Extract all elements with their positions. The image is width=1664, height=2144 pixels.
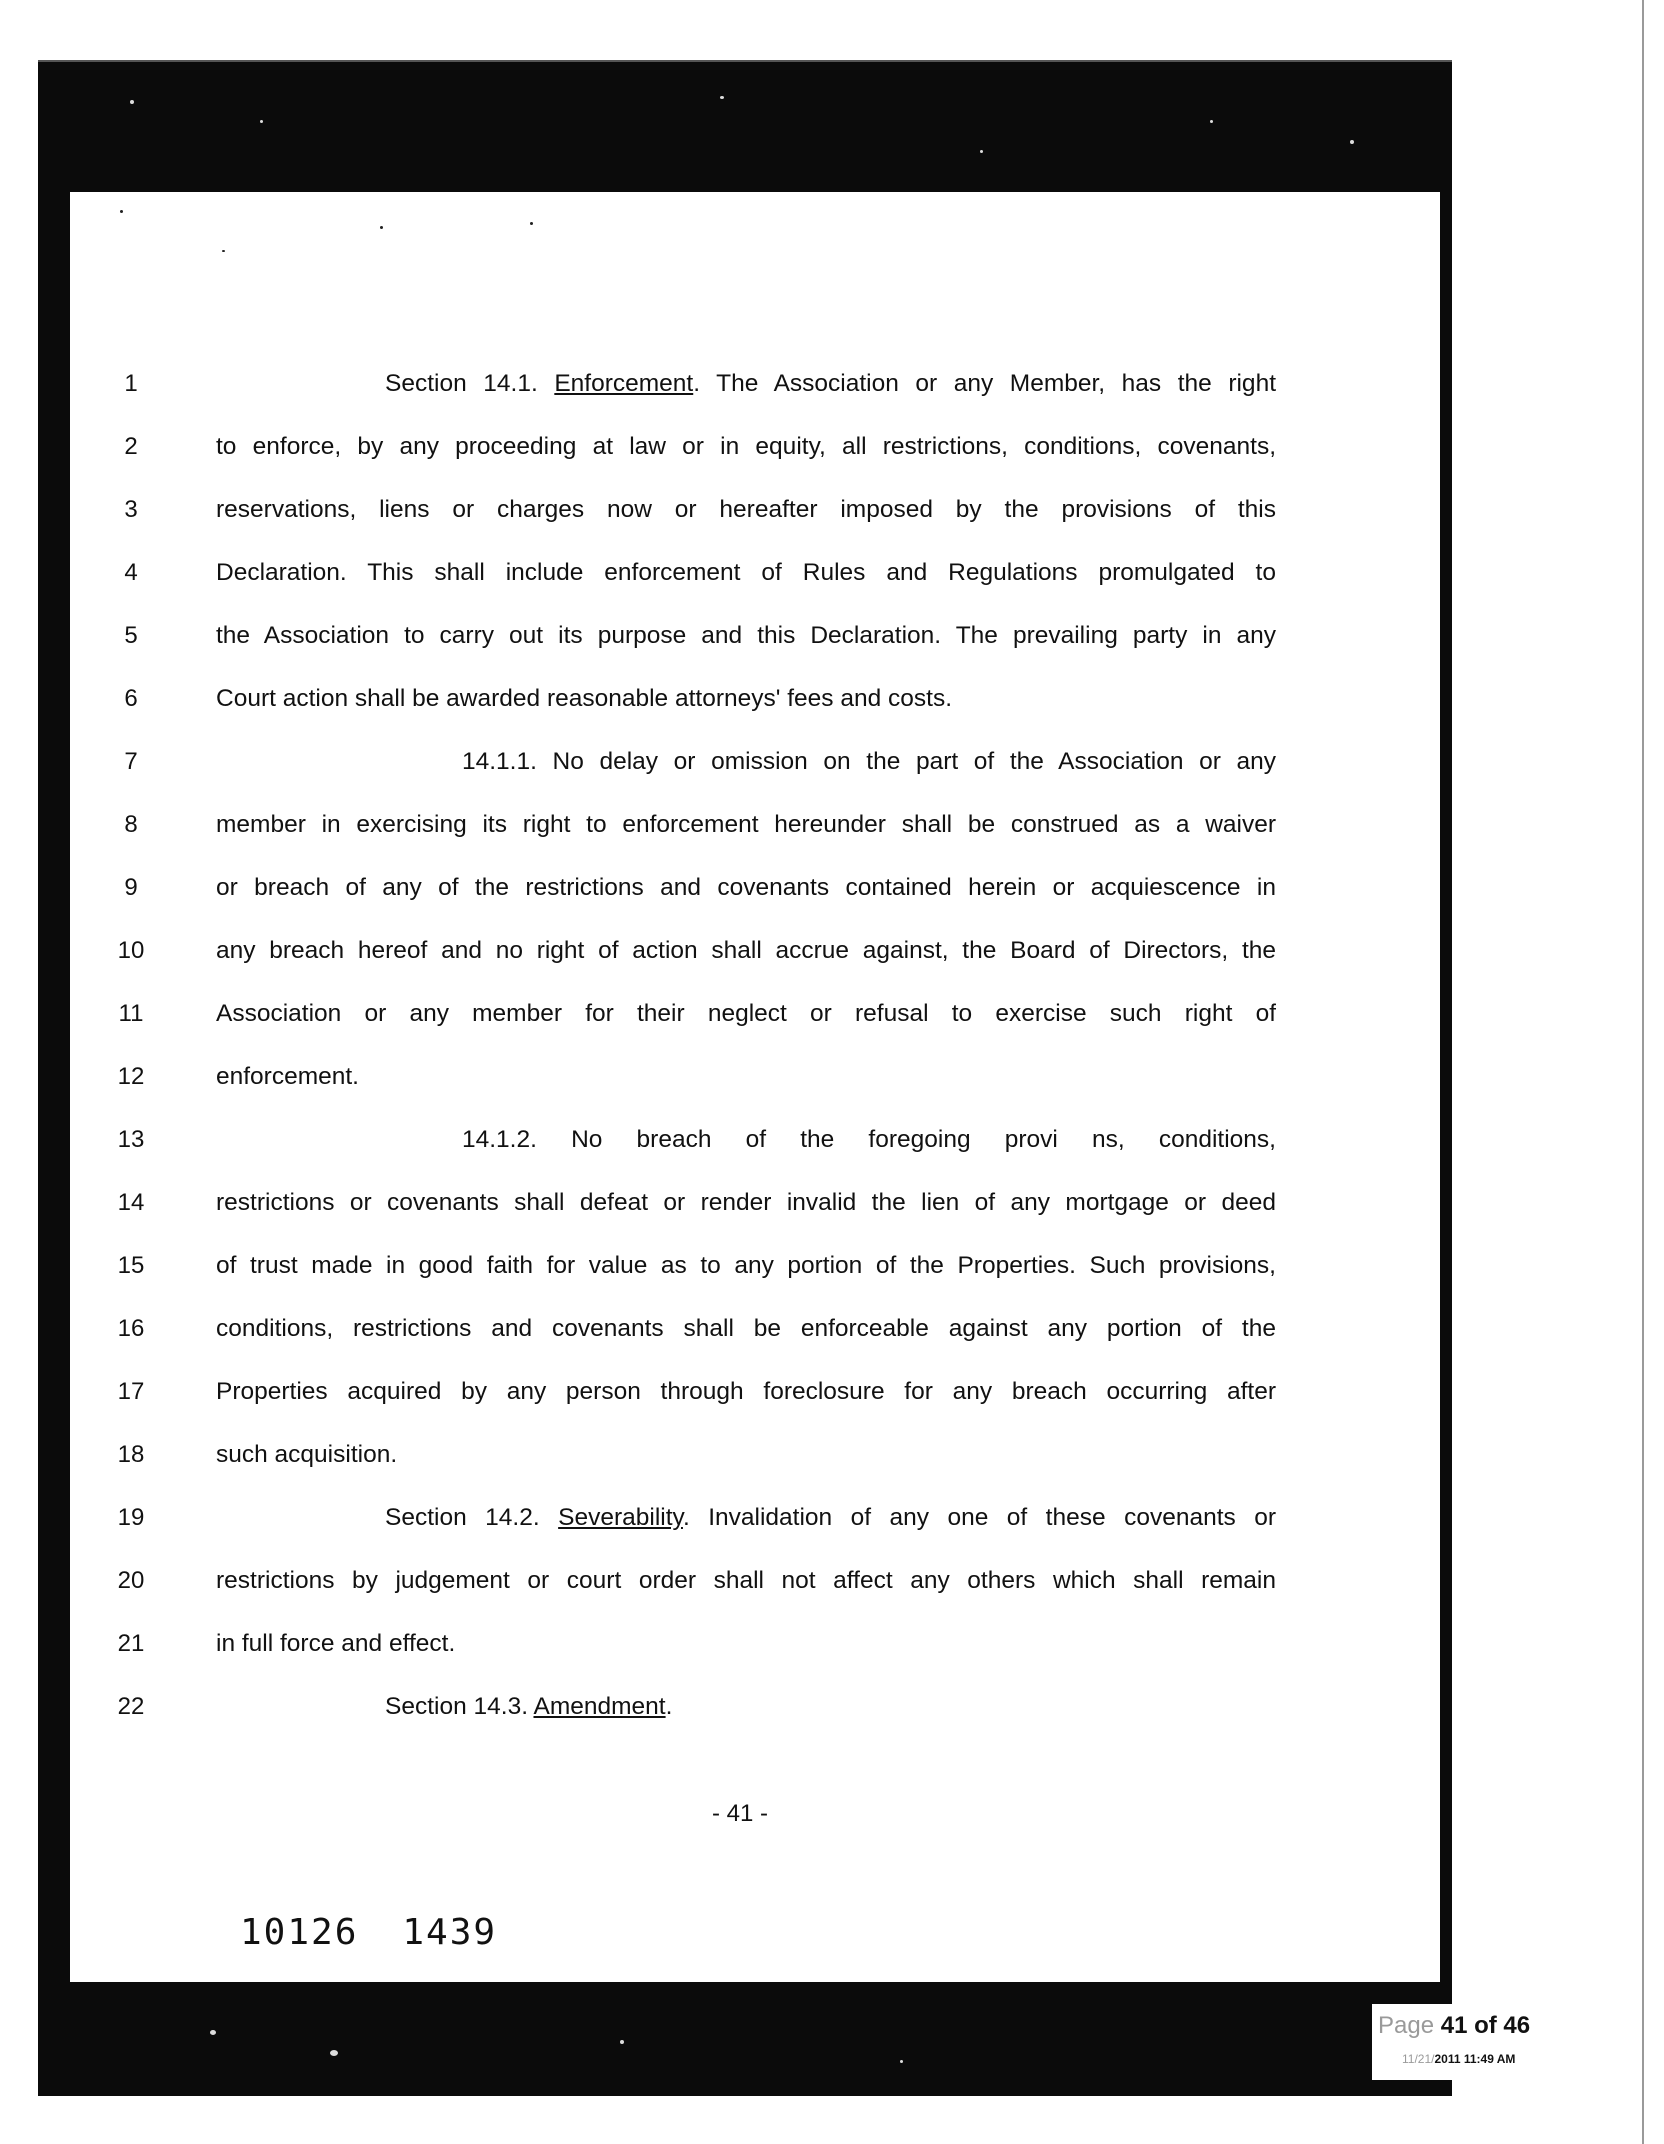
- line-text: the Association to carry out its purpose and this Declaration. The prevailing party in any: [216, 622, 1276, 649]
- line-15: [0, 1246, 1440, 1286]
- subsection-14-1-2: 14.1.2. No breach of the foregoing provi ns, conditions,: [462, 1126, 1276, 1153]
- line-text: of trust made in good faith for value as to any portion of the Properties. Such provisions,: [216, 1252, 1276, 1279]
- subsection-14-1-1: 14.1.1. No delay or omission on the part of the Association or any: [462, 748, 1276, 775]
- line-6: [0, 679, 1440, 719]
- section-text: .: [665, 1693, 673, 1720]
- line-text: Properties acquired by any person through foreclosure for any breach occurring after: [216, 1378, 1276, 1405]
- page-number: - 41 -: [711, 1800, 768, 1827]
- line-number: 2: [124, 433, 138, 460]
- line-text: conditions, restrictions and covenants shall be enforceable against any portion of the: [216, 1315, 1276, 1342]
- line-2: [0, 427, 1440, 467]
- page-label: Page: [1378, 2012, 1435, 2039]
- line-text: restrictions or covenants shall defeat or render invalid the lien of any mortgage or deed: [216, 1189, 1276, 1216]
- line-number: 5: [124, 622, 138, 649]
- scan-speck: [620, 2040, 624, 2044]
- line-7: [0, 742, 1440, 782]
- scan-speck: [380, 226, 383, 229]
- scan-speck: [900, 2060, 903, 2063]
- book-number: 10126: [240, 1912, 359, 1953]
- line-9: [0, 868, 1440, 908]
- section-label: Section 14.2.: [385, 1504, 559, 1531]
- line-number: 3: [124, 496, 138, 523]
- line-12: [0, 1057, 1440, 1097]
- line-number: 19: [117, 1504, 145, 1531]
- section-text: . Invalidation of any one of these covenants or: [682, 1504, 1276, 1531]
- line-number: 10: [117, 937, 145, 964]
- line-number: 22: [117, 1693, 145, 1720]
- timestamp-date: 11/21/: [1402, 2052, 1435, 2066]
- line-14: [0, 1183, 1440, 1223]
- line-number: 20: [117, 1567, 145, 1594]
- line-number: 9: [124, 874, 138, 901]
- line-number: 4: [124, 559, 138, 586]
- line-17: [0, 1372, 1440, 1412]
- line-text: to enforce, by any proceeding at law or in equity, all restrictions, conditions, covenants,: [216, 433, 1276, 460]
- scan-speck: [980, 150, 983, 153]
- line-number: 1: [124, 370, 138, 397]
- line-number: 18: [117, 1441, 145, 1468]
- line-18: [0, 1435, 1440, 1475]
- line-19: [0, 1498, 1440, 1538]
- line-22: [0, 1687, 1440, 1727]
- line-text: Court action shall be awarded reasonable attorneys' fees and costs.: [216, 685, 953, 712]
- line-10: [0, 931, 1440, 971]
- print-timestamp: [1402, 2052, 1515, 2066]
- section-label: Section 14.1.: [385, 370, 555, 397]
- line-13: [0, 1120, 1440, 1160]
- section-14-3-heading: [385, 1687, 1276, 1727]
- section-14-2-heading: [385, 1498, 1276, 1538]
- line-number: 6: [124, 685, 138, 712]
- section-text: . The Association or any Member, has the right: [693, 370, 1276, 397]
- scan-speck: [210, 2030, 216, 2035]
- line-number: 7: [124, 748, 138, 775]
- scan-speck: [120, 210, 123, 213]
- line-text: reservations, liens or charges now or hereafter imposed by the provisions of this: [216, 496, 1276, 523]
- timestamp-time: 2011 11:49 AM: [1434, 2052, 1516, 2066]
- page-indicator: [1378, 2012, 1530, 2040]
- line-number: 15: [117, 1252, 145, 1279]
- line-5: [0, 616, 1440, 656]
- page-count: 41 of 46: [1440, 2012, 1531, 2039]
- recording-stamp: [240, 1912, 541, 1953]
- scan-speck: [720, 96, 724, 99]
- page-stamp-number: 1439: [402, 1912, 498, 1953]
- scan-speck: [222, 250, 225, 252]
- line-text: or breach of any of the restrictions and covenants contained herein or acquiescence in: [216, 874, 1276, 901]
- line-number: 12: [117, 1063, 145, 1090]
- section-title: Enforcement: [554, 370, 694, 397]
- line-11: [0, 994, 1440, 1034]
- section-14-1-heading: [385, 364, 1276, 404]
- scan-speck: [1210, 120, 1213, 123]
- line-number: 14: [117, 1189, 145, 1216]
- line-8: [0, 805, 1440, 845]
- line-number: 16: [117, 1315, 145, 1342]
- line-text: such acquisition.: [216, 1441, 398, 1468]
- section-label: Section 14.3.: [385, 1693, 534, 1720]
- line-number: 8: [124, 811, 138, 838]
- line-21: [0, 1624, 1440, 1664]
- line-number: 21: [117, 1630, 145, 1657]
- section-title: Amendment: [533, 1693, 666, 1720]
- line-number: 13: [117, 1126, 145, 1153]
- line-number: 11: [118, 1000, 144, 1027]
- line-20: [0, 1561, 1440, 1601]
- line-number: 17: [117, 1378, 145, 1405]
- line-3: [0, 490, 1440, 530]
- line-text: in full force and effect.: [216, 1630, 456, 1657]
- line-text: member in exercising its right to enforcement hereunder shall be construed as a waiver: [216, 811, 1276, 838]
- scan-speck: [260, 120, 263, 123]
- line-text: restrictions by judgement or court order shall not affect any others which shall remain: [216, 1567, 1276, 1594]
- section-title: Severability: [558, 1504, 683, 1531]
- scan-speck: [1350, 140, 1354, 144]
- scan-speck: [130, 100, 134, 104]
- line-text: enforcement.: [216, 1063, 359, 1090]
- line-text: any breach hereof and no right of action shall accrue against, the Board of Directors, the: [216, 937, 1276, 964]
- line-4: [0, 553, 1440, 593]
- scan-speck: [330, 2050, 338, 2056]
- line-text: Declaration. This shall include enforcement of Rules and Regulations promulgated to: [216, 559, 1276, 586]
- scan-speck: [530, 222, 533, 225]
- right-edge-line: [1642, 0, 1644, 2144]
- line-1: [0, 364, 1440, 404]
- line-16: [0, 1309, 1440, 1349]
- line-text: Association or any member for their neglect or refusal to exercise such right of: [216, 1000, 1276, 1027]
